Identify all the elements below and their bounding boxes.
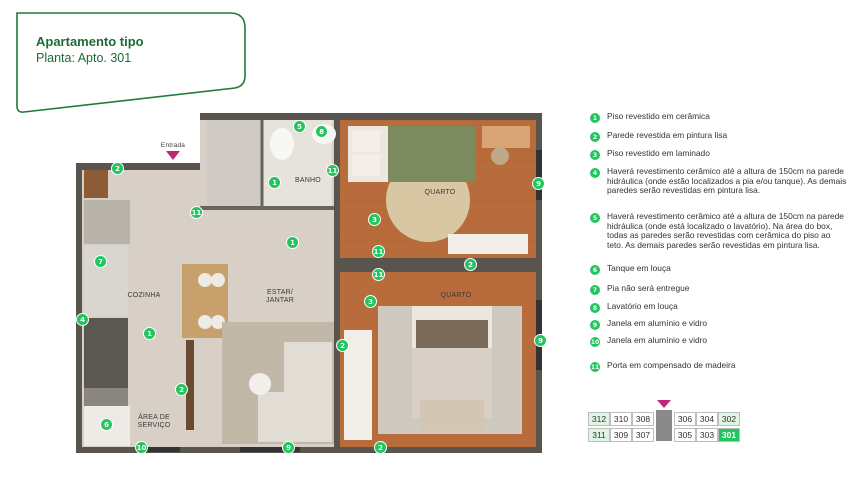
legend-text: Haverá revestimento cerâmico até a altura de 150cm na parede hidráulica (onde está localizado o lavatório). Na área do box, todas as paredes serão revestidas com cerâmica do piso ao teto. As demais paredes serão revestidas em pintura lisa. bbox=[607, 211, 844, 250]
legend-text: Pia não será entregue bbox=[607, 283, 690, 293]
plan-badge: 2 bbox=[111, 162, 124, 175]
legend-number: 9 bbox=[590, 320, 600, 330]
room-label-banho: BANHO bbox=[295, 177, 321, 184]
legend-number: 5 bbox=[590, 213, 600, 223]
plan-badge: 4 bbox=[76, 313, 89, 326]
legend-number: 3 bbox=[590, 150, 600, 160]
legend-number: 10 bbox=[590, 338, 600, 346]
page-subtitle: Planta: Apto. 301 bbox=[36, 51, 132, 65]
legend-number: 2 bbox=[590, 132, 600, 142]
legend-number: 7 bbox=[590, 285, 600, 295]
room-label-quarto-top: QUARTO bbox=[424, 189, 456, 196]
room-label-servico-2: SERVIÇO bbox=[137, 422, 171, 429]
plan-badge: 5 bbox=[293, 120, 306, 133]
legend-text: Janela em alumínio e vidro bbox=[607, 318, 708, 328]
legend-item bbox=[590, 212, 847, 250]
legend-item bbox=[590, 361, 847, 372]
legend-item bbox=[590, 131, 847, 142]
unit-cell: 311 bbox=[588, 428, 610, 442]
plan-badge: 2 bbox=[175, 383, 188, 396]
legend-item bbox=[590, 284, 847, 295]
plan-badge: 11 bbox=[326, 164, 339, 177]
plan-badge: 9 bbox=[282, 441, 295, 454]
unit-marker-icon bbox=[657, 400, 671, 408]
legend-item bbox=[590, 264, 847, 275]
legend-number: 11 bbox=[590, 363, 600, 371]
legend-text: Haverá revestimento cerâmico até a altura de 150cm na parede hidráulica (onde estão localizados a pia e/ou tanque). As demais paredes serão revestidas em pintura lisa. bbox=[607, 166, 847, 196]
legend-item bbox=[590, 167, 847, 196]
room-label-quarto-bottom: QUARTO bbox=[440, 292, 472, 299]
legend-text: Lavatório em louça bbox=[607, 301, 678, 311]
legend-item bbox=[590, 112, 847, 123]
plan-badge: 11 bbox=[372, 245, 385, 258]
plan-badge: 3 bbox=[364, 295, 377, 308]
unit-cell: 304 bbox=[696, 412, 718, 426]
room-label-cozinha: COZINHA bbox=[127, 292, 161, 299]
plan-badge: 10 bbox=[135, 441, 148, 454]
legend-item bbox=[590, 336, 847, 347]
plan-badge: 8 bbox=[315, 125, 328, 138]
unit-cell-selected: 301 bbox=[718, 428, 740, 442]
unit-cell: 308 bbox=[632, 412, 654, 426]
unit-cell: 309 bbox=[610, 428, 632, 442]
entrance-arrow-icon bbox=[166, 151, 180, 160]
plan-badge: 6 bbox=[100, 418, 113, 431]
legend-number: 4 bbox=[590, 168, 600, 178]
unit-cell: 302 bbox=[718, 412, 740, 426]
page-title: Apartamento tipo bbox=[36, 34, 144, 49]
legend-text: Piso revestido em cerâmica bbox=[607, 111, 710, 121]
entrance-label: Entrada bbox=[160, 142, 186, 149]
unit-cell: 312 bbox=[588, 412, 610, 426]
plan-badge: 2 bbox=[374, 441, 387, 454]
legend-text: Porta em compensado de madeira bbox=[607, 360, 736, 370]
legend-text: Piso revestido em laminado bbox=[607, 148, 710, 158]
room-label-estar: ESTAR/ bbox=[267, 289, 293, 296]
unit-cell: 303 bbox=[696, 428, 718, 442]
legend-number: 1 bbox=[590, 113, 600, 123]
plan-badge: 11 bbox=[372, 268, 385, 281]
legend-text: Parede revestida em pintura lisa bbox=[607, 130, 728, 140]
legend-text: Janela em alumínio e vidro bbox=[607, 335, 708, 345]
legend-item bbox=[590, 149, 847, 160]
legend-number: 6 bbox=[590, 265, 600, 275]
building-core bbox=[656, 410, 672, 441]
plan-badge: 9 bbox=[534, 334, 547, 347]
legend-item bbox=[590, 319, 847, 330]
plan-badge: 11 bbox=[190, 206, 203, 219]
room-label-servico-1: ÁREA DE bbox=[138, 414, 170, 421]
unit-cell: 305 bbox=[674, 428, 696, 442]
unit-cell: 307 bbox=[632, 428, 654, 442]
plan-badge: 1 bbox=[268, 176, 281, 189]
legend-number: 8 bbox=[590, 303, 600, 313]
plan-badge: 1 bbox=[286, 236, 299, 249]
plan-badge: 9 bbox=[532, 177, 545, 190]
room-label-jantar: JANTAR bbox=[266, 297, 294, 304]
legend-item bbox=[590, 302, 847, 313]
unit-cell: 306 bbox=[674, 412, 696, 426]
plan-badge: 2 bbox=[464, 258, 477, 271]
unit-cell: 310 bbox=[610, 412, 632, 426]
plan-badge: 2 bbox=[336, 339, 349, 352]
legend-text: Tanque em louça bbox=[607, 263, 671, 273]
plan-badge: 3 bbox=[368, 213, 381, 226]
plan-badge: 1 bbox=[143, 327, 156, 340]
plan-badge: 7 bbox=[94, 255, 107, 268]
